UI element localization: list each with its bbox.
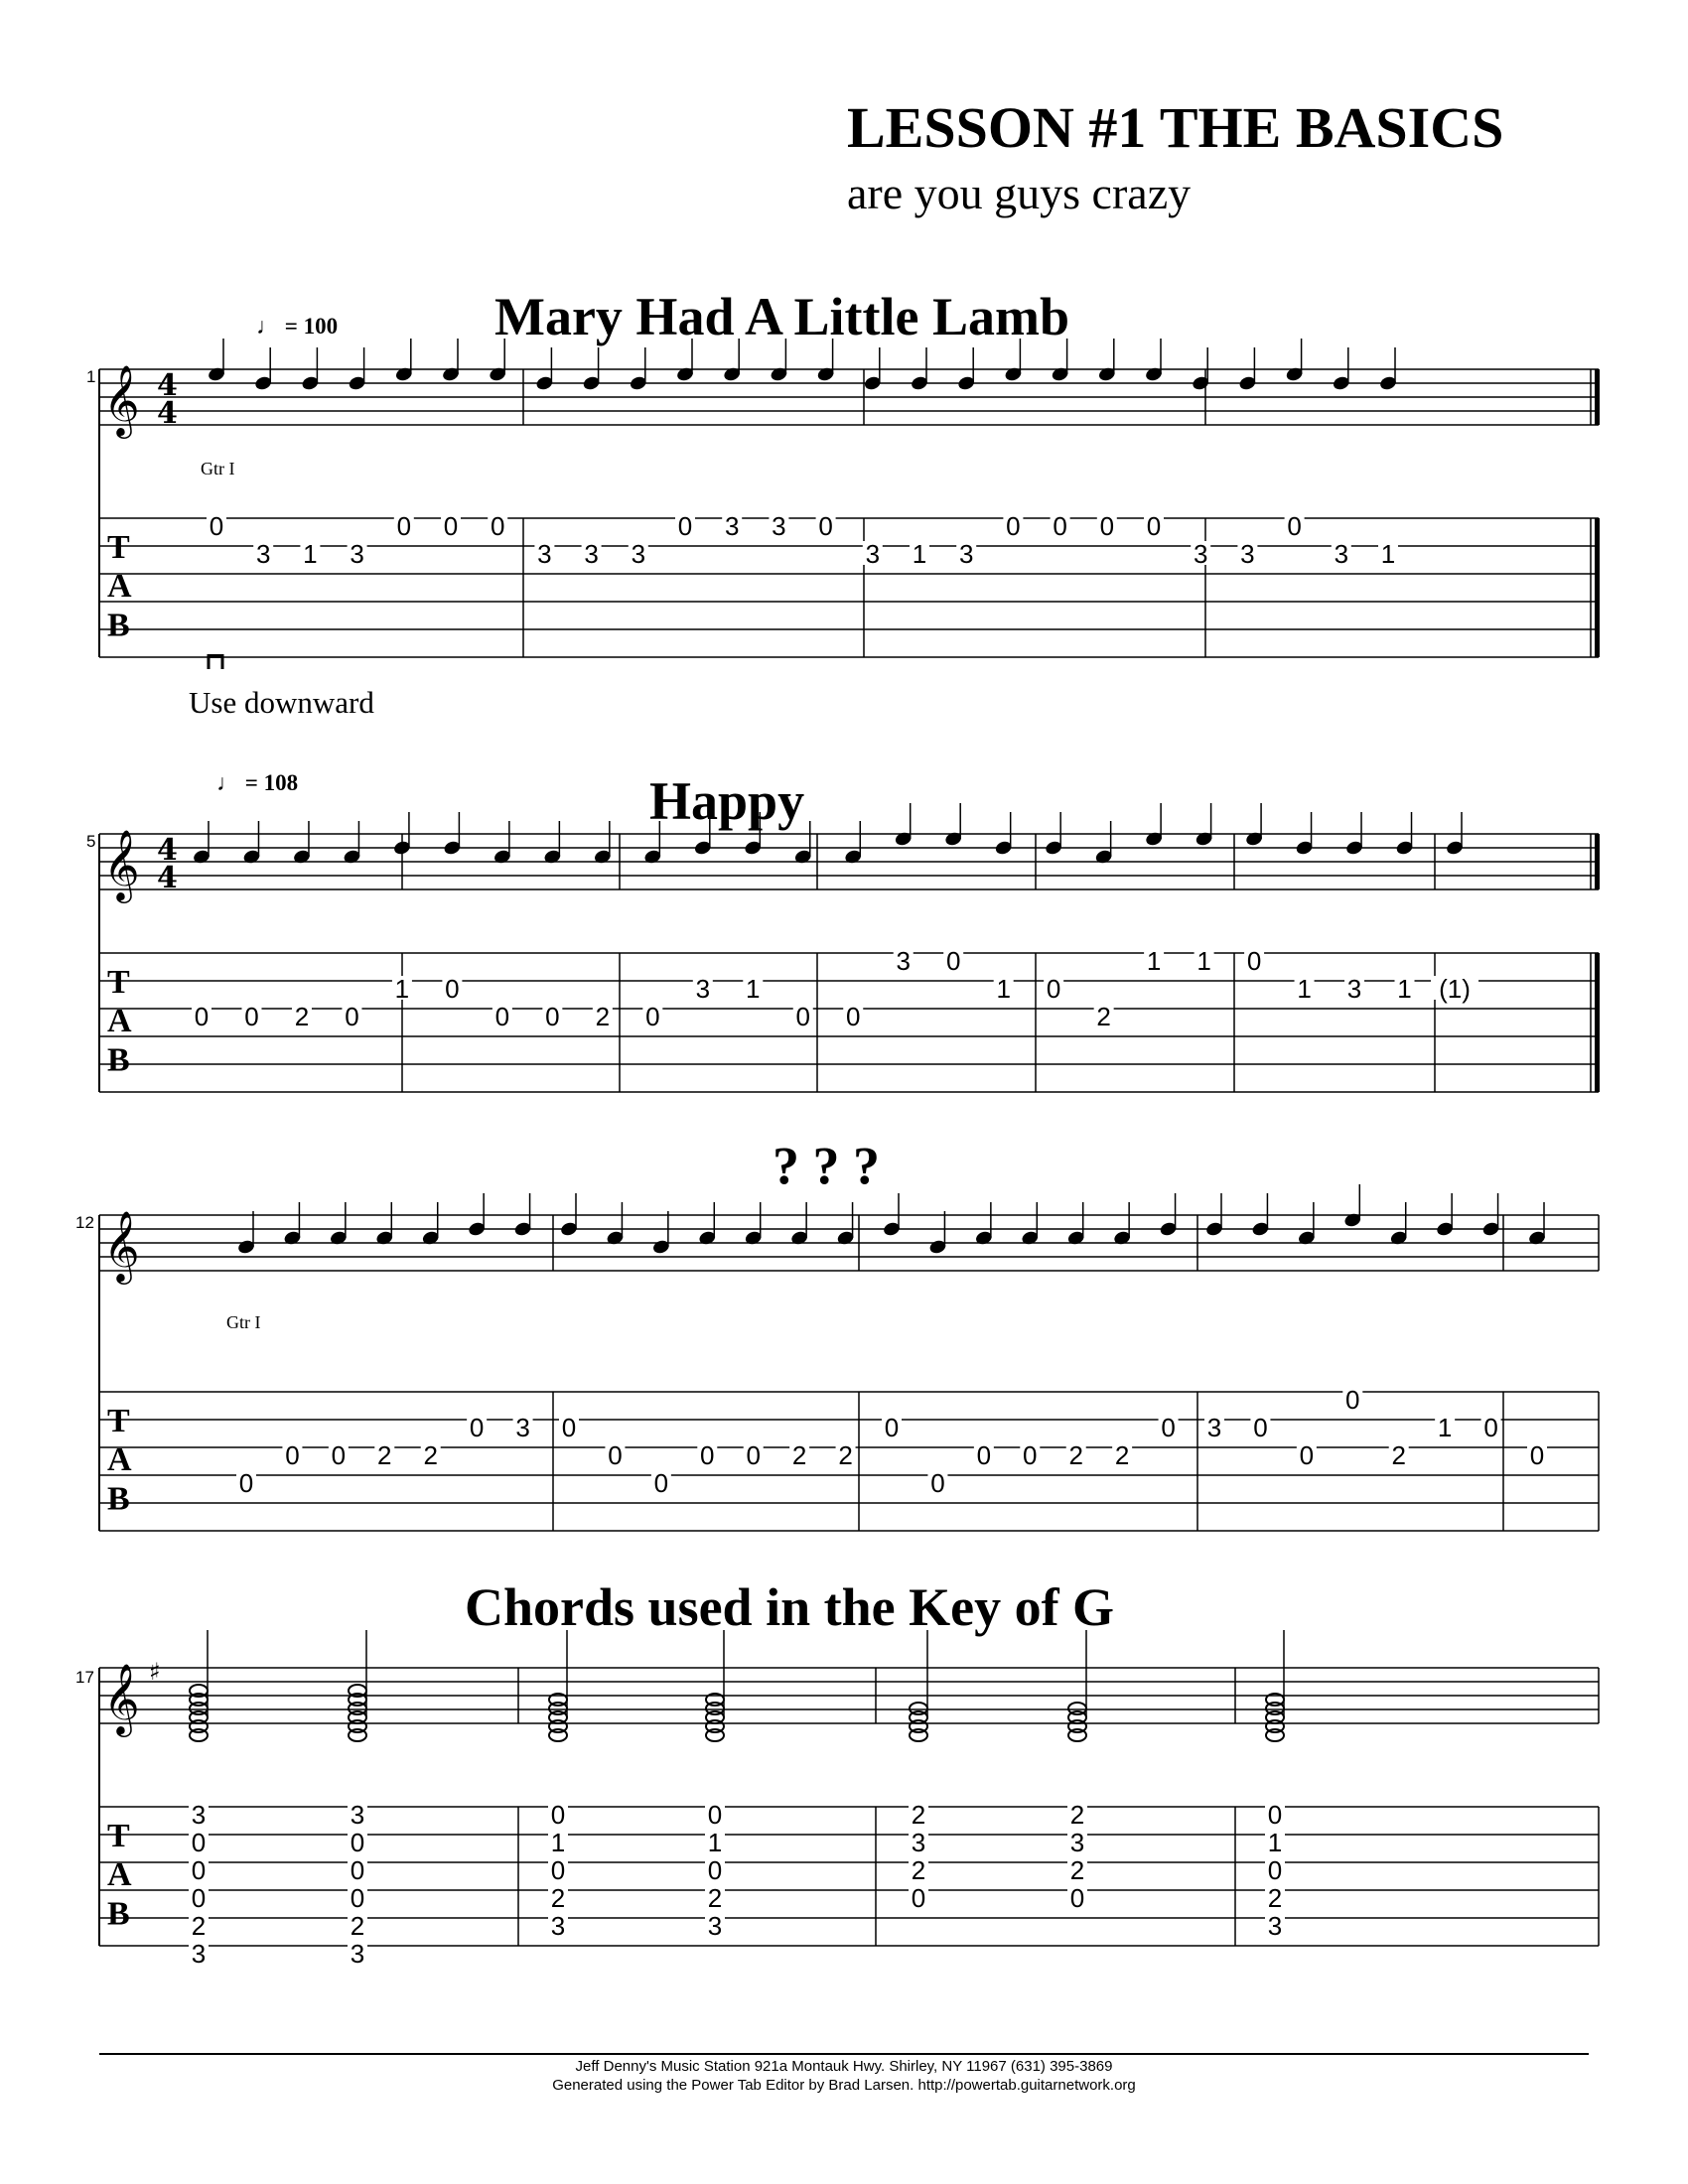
measure-number-17: 17: [75, 1668, 94, 1687]
tab-number: 2: [377, 1440, 392, 1470]
chord-tab-number: 0: [911, 1883, 926, 1913]
tab-number: 0: [1146, 511, 1162, 541]
tab-number: 2: [595, 1002, 611, 1031]
tab-number: 0: [1483, 1413, 1498, 1442]
tab-letter: B: [107, 607, 130, 644]
tempo-mark-1: ♩ = 100: [256, 314, 339, 339]
time-signature-bottom: 4: [157, 861, 178, 895]
tempo-mark-2: ♩ = 108: [216, 770, 299, 795]
song-title-happy: Happy: [649, 771, 805, 831]
guitar-label-2: Gtr I: [226, 1312, 261, 1332]
chord-note-head: [1068, 1703, 1086, 1714]
tab-number: 0: [1006, 511, 1021, 541]
tab-number: 0: [469, 1413, 485, 1442]
tab-number: 3: [724, 511, 740, 541]
tab-number: 0: [561, 1413, 577, 1442]
chord-tab-number: 0: [191, 1828, 207, 1857]
tab-number: 0: [443, 511, 459, 541]
tab-number: 3: [1206, 1413, 1222, 1442]
chord-tab-number: 3: [350, 1800, 365, 1830]
tab-number: 0: [494, 1002, 510, 1031]
quarter-note-icon: ♩: [256, 314, 279, 339]
lesson-title: LESSON #1 THE BASICS: [847, 95, 1504, 160]
chord-tab-number: 2: [1069, 1855, 1085, 1885]
chord-tab-number: 3: [707, 1911, 723, 1941]
tab-letter: A: [107, 568, 132, 606]
chord-tab-number: 0: [350, 1883, 365, 1913]
chord-tab-number: 0: [1267, 1800, 1283, 1830]
tab-number: 0: [1161, 1413, 1176, 1442]
chord-tab-number: 2: [911, 1855, 926, 1885]
treble-clef-icon: 𝄞: [103, 363, 140, 436]
tab-letter: B: [107, 1895, 130, 1933]
lesson-subtitle: are you guys crazy: [847, 168, 1192, 218]
tab-number: 0: [1345, 1385, 1360, 1415]
tab-number: 0: [285, 1440, 300, 1470]
tab-number: 3: [584, 539, 599, 569]
tab-number: 3: [772, 511, 786, 541]
tab-number: 0: [1046, 974, 1061, 1004]
chord-tab-number: 2: [350, 1911, 365, 1941]
time-signature-top: 4: [157, 833, 178, 868]
tab-number: 0: [976, 1440, 992, 1470]
final-barline-thick: [1595, 834, 1600, 889]
tab-number: 0: [1299, 1440, 1315, 1470]
treble-clef-icon: 𝄞: [103, 828, 140, 900]
tab-number: 0: [884, 1413, 900, 1442]
time-signature-bottom: 4: [157, 396, 178, 431]
treble-clef-icon: 𝄞: [103, 1209, 140, 1282]
tab-letter: T: [107, 964, 130, 1001]
tab-number: 1: [912, 539, 927, 569]
chord-tab-number: 1: [707, 1828, 723, 1857]
tab-number: 3: [537, 539, 552, 569]
chord-tab-number: 3: [1069, 1828, 1085, 1857]
tab-number: 0: [677, 511, 693, 541]
tab-number: 0: [209, 511, 224, 541]
chord-tab-number: 2: [911, 1800, 926, 1830]
tab-number: 0: [1023, 1440, 1038, 1470]
guitar-label-1: Gtr I: [201, 459, 235, 478]
chord-note-head: [910, 1703, 927, 1714]
chord-tab-number: 0: [191, 1855, 207, 1885]
tab-final-thick: [1595, 953, 1600, 1092]
chord-tab-number: 2: [191, 1911, 207, 1941]
tab-number: 3: [255, 539, 271, 569]
tab-number: 1: [1397, 974, 1412, 1004]
chord-tab-number: 1: [550, 1828, 566, 1857]
tab-number: 2: [1114, 1440, 1130, 1470]
tab-number: 0: [700, 1440, 715, 1470]
chord-tab-number: 0: [350, 1855, 365, 1885]
chord-tab-number: 0: [550, 1855, 566, 1885]
tab-number: 0: [345, 1002, 359, 1031]
tab-letter: T: [107, 1818, 130, 1854]
final-barline-thick: [1595, 369, 1600, 425]
chord-tab-number: 3: [191, 1939, 207, 1969]
chord-tab-number: 0: [191, 1883, 207, 1913]
tab-number: 0: [795, 1002, 810, 1031]
tab-number: 1: [1146, 946, 1162, 976]
tab-number: 0: [945, 946, 961, 976]
tab-number: 0: [746, 1440, 761, 1470]
measure-number-5: 5: [86, 832, 96, 851]
tab-number: 0: [608, 1440, 623, 1470]
tab-number: 0: [490, 511, 505, 541]
chord-note-head: [190, 1685, 208, 1697]
tab-number: 0: [545, 1002, 560, 1031]
tab-number: 0: [846, 1002, 861, 1031]
tab-number: 3: [515, 1413, 530, 1442]
tab-number: 1: [303, 539, 318, 569]
chord-tab-number: 2: [1267, 1883, 1283, 1913]
tab-number: 0: [1246, 946, 1262, 976]
tab-number: 0: [645, 1002, 660, 1031]
tab-number: 2: [423, 1440, 438, 1470]
tab-number: 3: [958, 539, 974, 569]
tab-number: 1: [1380, 539, 1396, 569]
chord-tab-number: 0: [550, 1800, 566, 1830]
tab-number: 0: [238, 1468, 254, 1498]
tab-number: (1): [1439, 974, 1471, 1004]
tab-letter: A: [107, 1441, 132, 1479]
tab-number: 0: [445, 974, 460, 1004]
tab-number: 1: [996, 974, 1011, 1004]
tab-number: 3: [896, 946, 911, 976]
song-title-chords: Chords used in the Key of G: [465, 1577, 1115, 1637]
song-title-unknown: ? ? ?: [773, 1136, 880, 1195]
chord-note-head: [349, 1685, 366, 1697]
tab-number: 3: [631, 539, 646, 569]
treble-clef-icon: 𝄞: [103, 1662, 140, 1734]
chord-tab-number: 1: [1267, 1828, 1283, 1857]
tab-number: 1: [1196, 946, 1211, 976]
tab-number: 0: [396, 511, 412, 541]
sharp-icon: ♯: [149, 1658, 161, 1686]
chord-tab-number: 0: [350, 1828, 365, 1857]
song-title-mary: Mary Had A Little Lamb: [494, 287, 1069, 346]
tab-letter: B: [107, 1480, 130, 1518]
footer-line-2: Generated using the Power Tab Editor by Brad Larsen. http://powertab.guitarnetwork.org: [552, 2077, 1136, 2094]
tab-number: 3: [1346, 974, 1362, 1004]
chord-tab-number: 2: [707, 1883, 723, 1913]
chord-tab-number: 2: [550, 1883, 566, 1913]
footer-line-1: Jeff Denny's Music Station 921a Montauk Hwy. Shirley, NY 11967 (631) 395-3869: [575, 2058, 1113, 2075]
tab-number: 0: [1253, 1413, 1268, 1442]
tab-number: 3: [1334, 539, 1349, 569]
pick-direction-note: Use downward: [189, 685, 374, 720]
tab-number: 1: [1297, 974, 1312, 1004]
chord-tab-number: 0: [707, 1855, 723, 1885]
chord-tab-number: 0: [1267, 1855, 1283, 1885]
tab-number: 2: [838, 1440, 853, 1470]
chord-tab-number: 3: [191, 1800, 207, 1830]
tab-letter: T: [107, 529, 130, 566]
tab-number: 0: [1287, 511, 1302, 541]
tab-number: 0: [1099, 511, 1115, 541]
measure-number-12: 12: [75, 1213, 94, 1232]
tab-number: 0: [331, 1440, 347, 1470]
time-signature-top: 4: [157, 368, 178, 403]
measure-number-1: 1: [86, 367, 96, 386]
chord-tab-number: 3: [911, 1828, 926, 1857]
chord-tab-number: 2: [1069, 1800, 1085, 1830]
staves: [99, 363, 1600, 1946]
chord-tab-number: 0: [707, 1800, 723, 1830]
tab-letter: A: [107, 1003, 132, 1040]
chord-tab-number: 3: [350, 1939, 365, 1969]
footer-rule: [99, 2053, 1589, 2055]
tab-number: 0: [818, 511, 833, 541]
tab-number: 2: [1096, 1002, 1111, 1031]
tab-number: 2: [1068, 1440, 1083, 1470]
chord-tab-number: 3: [1267, 1911, 1283, 1941]
quarter-note-icon: ♩: [216, 770, 239, 795]
tab-final-thick: [1595, 518, 1600, 657]
tab-number: 0: [194, 1002, 210, 1031]
tab-number: 0: [653, 1468, 669, 1498]
tab-number: 3: [1240, 539, 1255, 569]
tab-number: 1: [394, 974, 410, 1004]
tab-number: 2: [791, 1440, 807, 1470]
tab-number: 3: [695, 974, 711, 1004]
tab-number: 3: [1193, 539, 1208, 569]
tab-letter: A: [107, 1856, 132, 1894]
chord-tab-number: 3: [550, 1911, 566, 1941]
tab-number: 1: [1437, 1413, 1453, 1442]
tab-number: 1: [746, 974, 761, 1004]
tab-letter: T: [107, 1403, 130, 1439]
tab-number: 2: [1391, 1440, 1406, 1470]
tab-number: 2: [294, 1002, 310, 1031]
tab-number: 0: [930, 1468, 945, 1498]
chord-tab-number: 0: [1069, 1883, 1085, 1913]
tab-number: 3: [350, 539, 364, 569]
tab-letter: B: [107, 1041, 130, 1079]
tab-number: 3: [865, 539, 881, 569]
tab-number: 0: [1529, 1440, 1545, 1470]
tab-number: 0: [244, 1002, 259, 1031]
tab-number: 0: [1053, 511, 1067, 541]
